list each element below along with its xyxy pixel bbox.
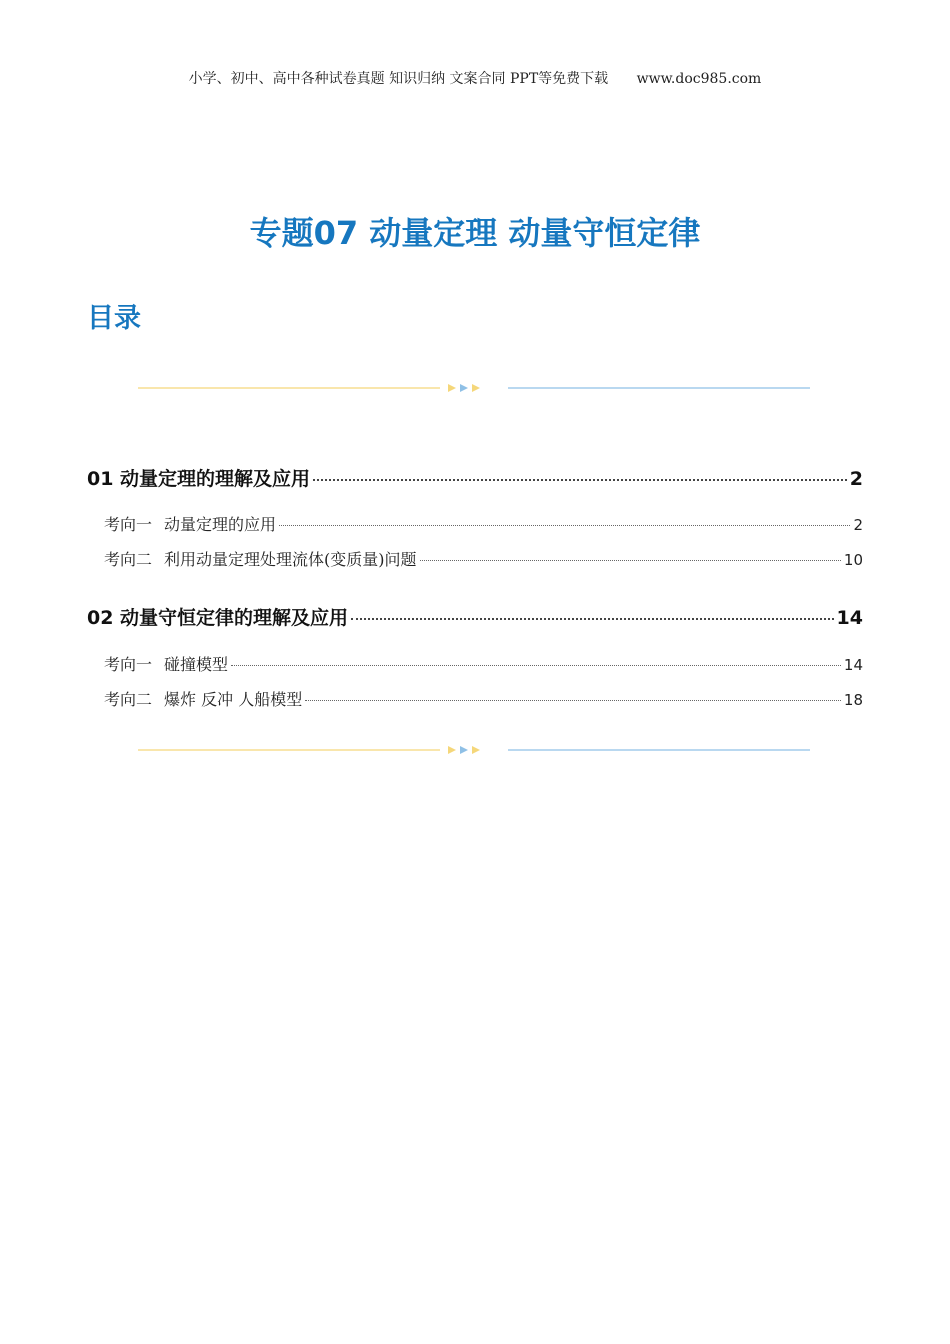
toc-item-label: 爆炸 反冲 人船模型 — [164, 690, 303, 709]
toc-section-label: 01 动量定理的理解及应用 — [87, 468, 311, 490]
toc-item-tag: 考向一 — [104, 655, 153, 674]
toc-item-2-2[interactable] — [104, 687, 863, 710]
toc-item-label: 利用动量定理处理流体(变质量)问题 — [164, 550, 417, 569]
toc-page-number: 14 — [843, 656, 863, 674]
toc-item-1-1[interactable] — [104, 512, 863, 535]
divider-top — [138, 381, 810, 395]
toc-section-1[interactable] — [87, 464, 863, 491]
toc-item-label: 动量定理的应用 — [164, 515, 277, 534]
header-text: 小学、初中、高中各种试卷真题 知识归纳 文案合同 PPT等免费下载 — [188, 71, 609, 87]
toc-item-tag: 考向一 — [104, 515, 153, 534]
toc-section-label: 02 动量守恒定律的理解及应用 — [87, 607, 349, 629]
toc-heading: 目录 — [87, 303, 141, 334]
toc-item-tag: 考向二 — [104, 690, 153, 709]
toc-page-number: 18 — [843, 691, 863, 709]
toc-section-2[interactable] — [87, 603, 863, 630]
toc-item-2-1[interactable] — [104, 652, 863, 675]
dot-leader — [313, 479, 847, 481]
toc-page-number: 10 — [843, 551, 863, 569]
dot-leader — [231, 665, 841, 666]
dot-leader — [420, 560, 841, 561]
document-title: 专题07 动量定理 动量守恒定律 — [249, 214, 701, 252]
divider-bottom — [138, 743, 810, 757]
dot-leader — [351, 618, 833, 620]
toc-page-number: 2 — [853, 516, 863, 534]
dot-leader — [305, 700, 841, 701]
header-site[interactable]: www.doc985.com — [636, 71, 762, 87]
toc-page-number: 2 — [849, 468, 863, 490]
page-header — [0, 68, 950, 88]
toc-page-number: 14 — [836, 607, 863, 629]
dot-leader — [279, 525, 850, 526]
toc-item-tag: 考向二 — [104, 550, 153, 569]
toc-item-label: 碰撞模型 — [164, 655, 229, 674]
toc-item-1-2[interactable] — [104, 547, 863, 570]
